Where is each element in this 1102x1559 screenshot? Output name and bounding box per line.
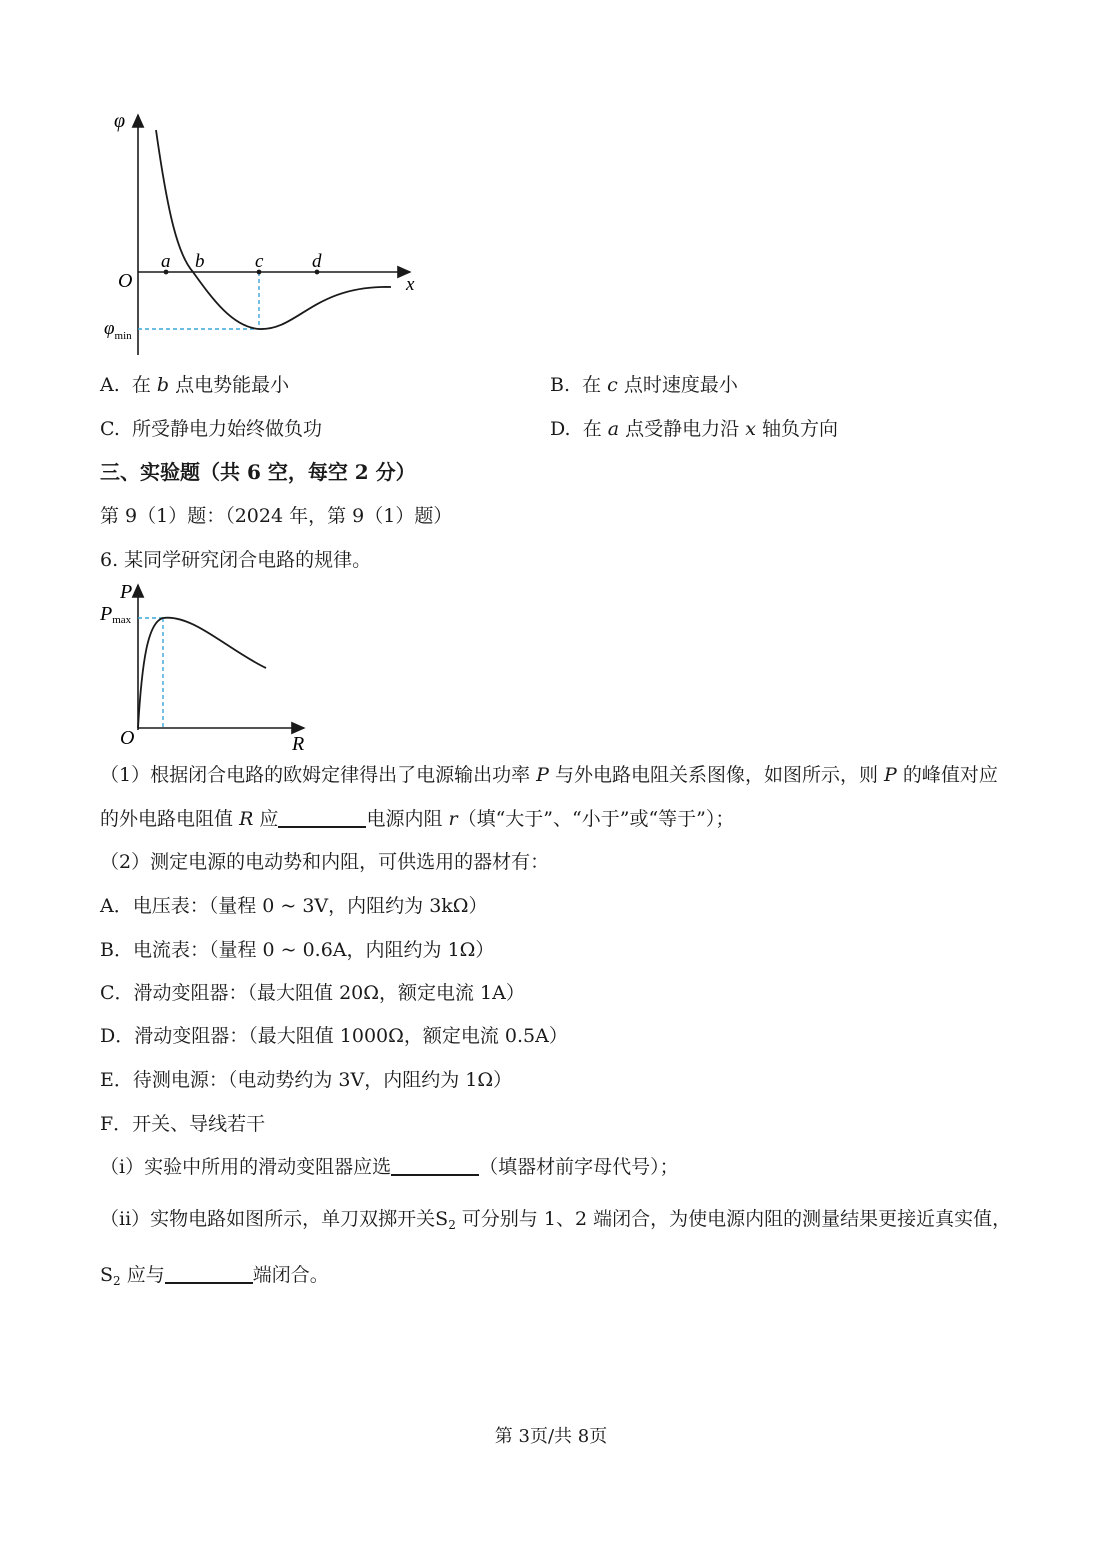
option-b[interactable]: B. 在 c 点时速度最小: [550, 374, 738, 396]
option-a[interactable]: A. 在 b 点电势能最小: [100, 374, 290, 396]
answer-blank-2[interactable]: [391, 1154, 479, 1176]
part1-line1: （1）根据闭合电路的欧姆定律得出了电源输出功率 P 与外电路电阻关系图像，如图所示，则 P 的峰值对应: [100, 764, 998, 786]
equipment-f: F．开关、导线若干: [100, 1113, 266, 1135]
equipment-d: D．滑动变阻器：（最大阻值 1000Ω，额定电流 0.5A）: [100, 1025, 568, 1047]
answer-blank-3[interactable]: [165, 1262, 253, 1284]
sub-question-ii-line2: $S_2$ 应与 端闭合。: [100, 1264, 329, 1288]
point-b-label: b: [195, 251, 205, 272]
equipment-c: C．滑动变阻器：（最大阻值 20Ω，额定电流 1A）: [100, 982, 525, 1004]
potential-graph: [98, 105, 428, 360]
page-footer: 第 3页/共 8页: [494, 1426, 608, 1447]
y-axis-label: φ: [114, 110, 126, 132]
p-axis-label: P: [120, 581, 133, 603]
section-heading: 三、实验题（共 6 空，每空 2 分）: [100, 460, 416, 484]
origin-label-2: O: [120, 727, 135, 749]
option-d[interactable]: D. 在 a 点受静电力沿 x 轴负方向: [550, 418, 838, 440]
sub-question-i: （i）实验中所用的滑动变阻器应选 （填器材前字母代号）；: [100, 1156, 679, 1178]
origin-label: O: [118, 270, 133, 292]
part2-intro: （2）测定电源的电动势和内阻，可供选用的器材有：: [100, 851, 550, 873]
potential-curve: [156, 130, 391, 329]
option-c[interactable]: C. 所受静电力始终做负功: [100, 418, 323, 440]
point-d-label: d: [312, 251, 322, 272]
question-source: 第 9（1）题：（2024 年，第 9（1）题）: [100, 505, 453, 527]
r-axis-label: R: [292, 733, 305, 755]
answer-blank-1[interactable]: [278, 806, 366, 828]
pmax-label: Pmax: [100, 603, 132, 626]
equipment-b: B．电流表：（量程 0 ~ 0.6A，内阻约为 1Ω）: [100, 939, 495, 961]
power-resistance-graph: [98, 580, 318, 755]
x-axis-label: x: [406, 274, 415, 295]
point-a-label: a: [161, 251, 171, 272]
sub-question-ii-line1: （ii）实物电路如图所示，单刀双掷开关$S_2$ 可分别与 1、2 端闭合，为使电源内阻的测量结果更接近真实值，: [100, 1208, 1012, 1232]
phi-min-label: $\varphi_{min}$: [104, 318, 132, 342]
power-curve: [138, 618, 266, 728]
question-6-stem: 6. 某同学研究闭合电路的规律。: [100, 549, 372, 571]
point-c-label: c: [255, 251, 264, 272]
equipment-e: E．待测电源：（电动势约为 3V，内阻约为 1Ω）: [100, 1069, 513, 1091]
part1-line2: 的外电路电阻值 R 应 电源内阻 r（填“大于”、“小于”或“等于”）；: [100, 808, 735, 830]
equipment-a: A．电压表：（量程 0 ~ 3V，内阻约为 3kΩ）: [100, 895, 488, 917]
